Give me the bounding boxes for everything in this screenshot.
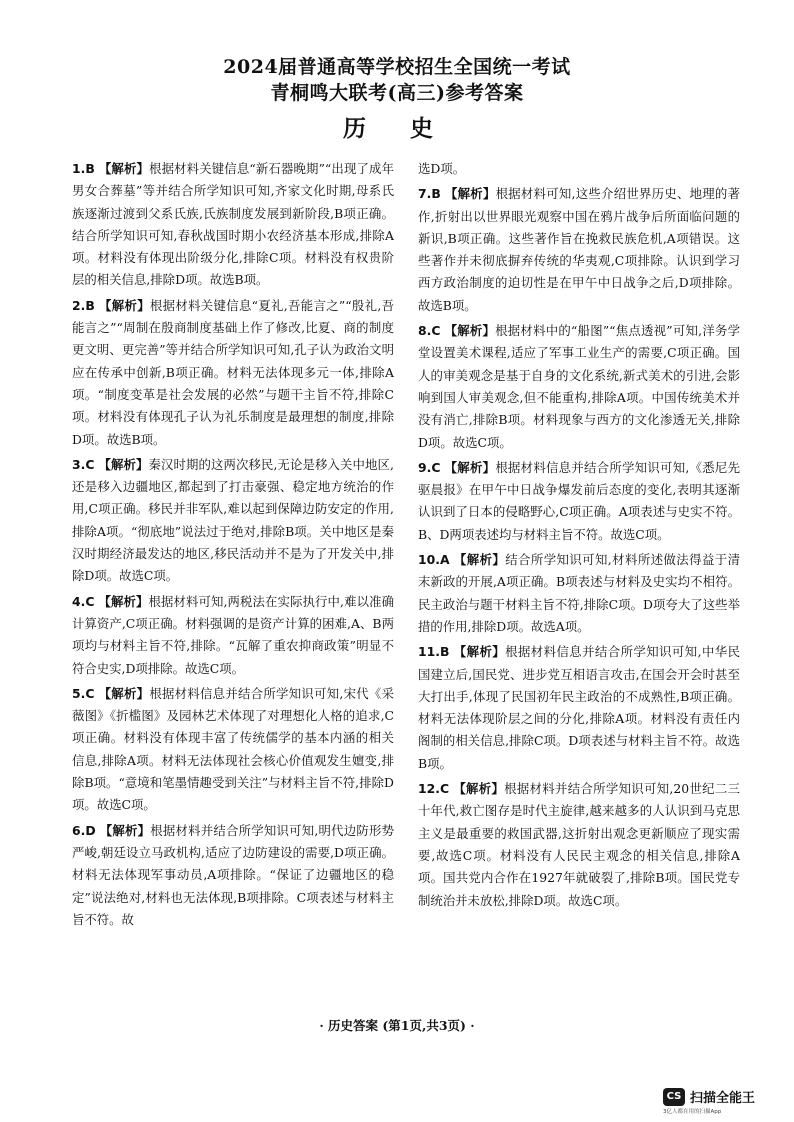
left-column bbox=[72, 158, 394, 934]
answer-item-8: 8.C 【解析】根据材料中的“船图”“焦点透视”可知,洋务学堂设置美术课程,适应了军事工业生产的需要,C项正确。国人的审美观念是基于自身的文化系统,新式美术的引进,会影响到国人审美观念,但不能重构,排除A项。中国传统美术并没有消亡,排除B项。材料现象与西方的文化渗透无关,排除D项。故选C项。 bbox=[418, 323, 740, 450]
watermark-tagline: 3亿人都在用的扫描App bbox=[663, 1109, 722, 1115]
answer-item-5: 5.C 【解析】根据材料信息并结合所学知识可知,宋代《采薇图》《折槛图》及园林艺术体现了对理想化人格的追求,C项正确。材料没有体现丰富了传统儒学的基本内涵的相关信息,排除A项。材料无法体现社会核心价值观发生嬗变,排除B项。“意境和笔墨情趣受到关注”与材料主旨不符,排除D项。故选C项。 bbox=[72, 685, 394, 813]
answer-item-3: 3.C 【解析】秦汉时期的这两次移民,无论是移入关中地区,还是移入边疆地区,都起到了打击豪强、稳定地方统治的作用,C项正确。移民并非军队,难以起到保障边防安定的作用,排除A项。“彻底地”说法过于绝对,排除B项。关中地区是秦汉时期经济最发达的地区,移民活动并不是为了开发关中,排除D项。故选C项。 bbox=[72, 456, 394, 584]
answer-item-6: 6.D 【解析】根据材料并结合所学知识可知,明代边防形势严峻,朝廷设立马政机构,适应了边防建设的需要,D项正确。材料无法体现军事动员,A项排除。“保证了边疆地区的稳定”说法绝对,材料也无法体现,B项排除。C项表述与材料主旨不符。故 bbox=[72, 822, 394, 927]
answer-item-1: 1.B 【解析】根据材料关键信息“新石器晚期”“出现了成年男女合葬墓”等并结合所学知识可知,齐家文化时期,母系氏族逐渐过渡到父系氏族,氏族制度发展到新阶段,B项正确。结合所学知识可知,春秋战国时期小农经济基本形成,排除A项。材料没有体现出阶级分化,排除C项。材料没有权贵阶层的相关信息,排除D项。故选B项。 bbox=[72, 161, 394, 288]
answer-item-10: 10.A 【解析】结合所学知识可知,材料所述做法得益于清末新政的开展,A项正确。B项表述与材料及史实均不相符。民主政治与题干材料主旨不符,排除C项。D项夸大了这些举措的作用,排除D项。故选A项。 bbox=[418, 552, 740, 634]
subject-title: 历 史 bbox=[342, 115, 451, 142]
right-column bbox=[418, 158, 740, 915]
answer-item-11: 11.B 【解析】根据材料信息并结合所学知识可知,中华民国建立后,国民党、进步党互相语言攻击,在国会开会时甚至大打出手,体现了民国初年民主政治的不成熟性,B项正确。材料无法体现阶层之间的分化,排除A项。材料没有责任内阁制的相关信息,排除C项。D项表述与材料主旨不符。故选B项。 bbox=[418, 644, 740, 771]
answer-item-2: 2.B 【解析】根据材料关键信息“夏礼,吾能言之”“殷礼,吾能言之”“周制在殷商制度基础上作了修改,比夏、商的制度更文明、更完善”等并结合所学知识可知,孔子认为政治文明应在传承中创新,B项正确。材料无法体现多元一体,排除A项。“制度变革是社会发展的必然”与题干主旨不符,排除C项。材料没有体现孔子认为礼乐制度是最理想的制度,排除D项。故选B项。 bbox=[72, 297, 394, 447]
answer-item-12: 12.C 【解析】根据材料并结合所学知识可知,20世纪二三十年代,救亡图存是时代主旋律,越来越多的人认识到马克思主义是最重要的救国武器,这折射出观念更新顺应了现实需要,故选C项。材料没有人民民主观念的相关信息,排除A项。国共党内合作在1927年就破裂了,排除B项。国民党专制统治并未放松,排除D项。故选C项。 bbox=[418, 781, 740, 908]
answer-item-9: 9.C 【解析】根据材料信息并结合所学知识可知,《悉尼先驱晨报》在甲午中日战争爆发前后态度的变化,表明其逐渐认识到了日本的侵略野心,C项正确。A项表述与史实不符。B、D两项表述均与材料主旨不符。故选C项。 bbox=[418, 459, 740, 542]
exam-title: 2024届普通高等学校招生全国统一考试 bbox=[223, 56, 571, 78]
answer-item-4: 4.C 【解析】根据材料可知,两税法在实际执行中,难以准确计算资产,C项正确。材料强调的是资产计算的困难,A、B两项均与材料主旨不符,排除。“瓦解了重农抑商政策”明显不符合史实,D项排除。故选C项。 bbox=[72, 593, 394, 676]
answer-item-7: 7.B 【解析】根据材料可知,这些介绍世界历史、地理的著作,折射出以世界眼光观察中国在鸦片战争后所面临问题的新识,B项正确。这些著作旨在挽救民族危机,A项错误。这些著作并未彻底摒弃传统的华夷观,C项排除。认识到学习西方政治制度的迫切性是在甲午中日战争之后,D项排除。故选B项。 bbox=[418, 186, 740, 313]
exam-subtitle: 青桐鸣大联考(高三)参考答案 bbox=[270, 82, 524, 104]
watermark-app-name: 扫描全能王 bbox=[690, 1091, 756, 1106]
answer-item-6-continuation: 选D项。 bbox=[418, 161, 466, 176]
page-header bbox=[0, 54, 794, 144]
camscanner-logo-icon: CS bbox=[663, 1088, 685, 1106]
page-footer: · 历史答案 (第1页,共3页) · bbox=[319, 1018, 475, 1033]
scanner-watermark bbox=[663, 1084, 773, 1114]
